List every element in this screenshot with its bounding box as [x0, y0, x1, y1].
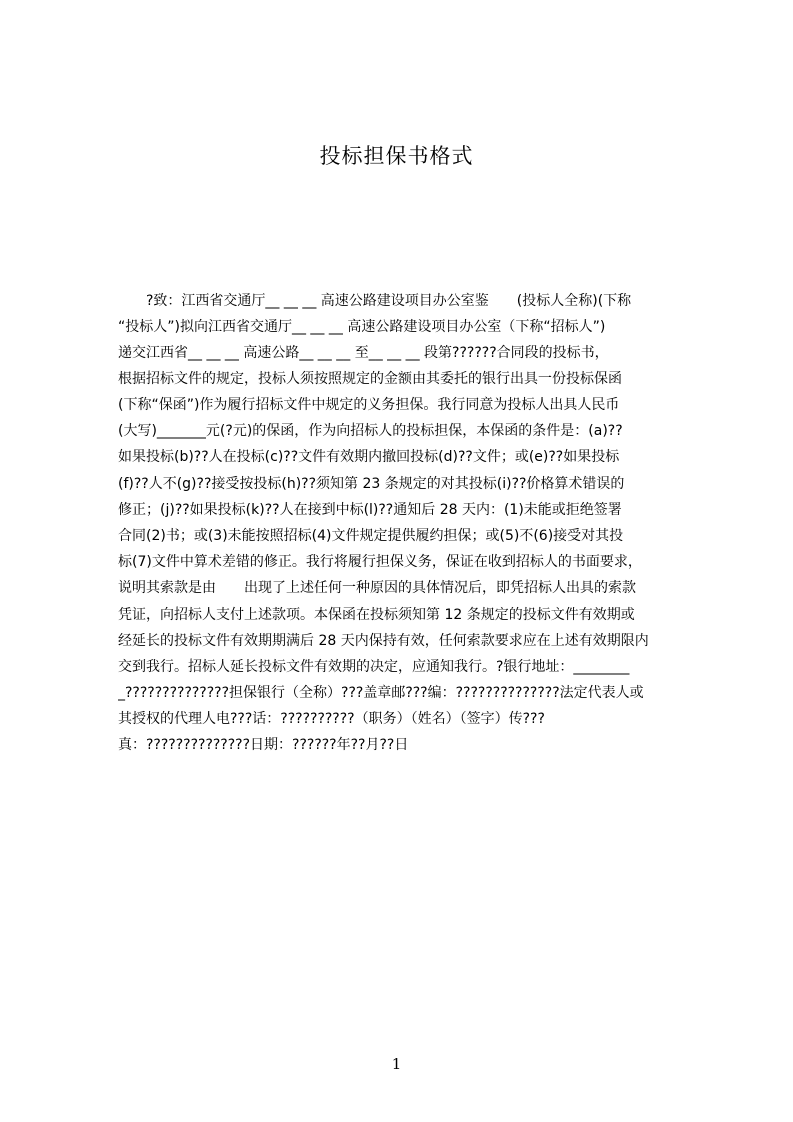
body-line-12: 说明其索款是由 出现了上述任何一种原因的具体情况后，即凭招标人出具的索款 [118, 580, 636, 596]
body-line-1: ?致：江西省交通厅__ __ __ 高速公路建设项目办公室鉴 (投标人全称)(下称 [118, 293, 632, 309]
body-line-17: 其授权的代理人电???话：??????????（职务）（姓名）（签字）传??? [118, 711, 545, 727]
body-line-13: 凭证，向招标人支付上述款项。本保函在投标须知第 12 条规定的投标文件有效期或 [118, 607, 635, 623]
body-line-10: 合同(2)书；或(3)未能按照招标(4)文件规定提供履约担保；或(5)不(6)接受对其投 [118, 528, 624, 544]
document-body [118, 0, 700, 800]
body-line-5: (下称“保函”)作为履行招标文件中规定的义务担保。我行同意为投标人出具人民币 [118, 397, 620, 413]
body-line-9: 修正；(j)??如果投标(k)??人在接到中标(l)??通知后 28 天内：(1)未能或拒绝签署 [118, 502, 622, 518]
document-title: 投标担保书格式 [319, 144, 474, 168]
body-line-15: 交到我行。招标人延长投标文件有效期的决定，应通知我行。?银行地址：________ [118, 659, 630, 675]
body-line-16: _??????????????担保银行（全称）???盖章邮???编：??????????????法定代表人或 [118, 685, 644, 701]
body-line-6: (大写)_______元(?元)的保函，作为向招标人的投标担保，本保函的条件是：(a)?? [118, 423, 623, 439]
body-line-7: 如果投标(b)??人在投标(c)??文件有效期内撤回投标(d)??文件；或(e)??如果投标 [118, 449, 620, 465]
body-line-2: “投标人”)拟向江西省交通厅__ __ __ 高速公路建设项目办公室（下称“招标人”) [118, 319, 606, 335]
body-line-11: 标(7)文件中算术差错的修正。我行将履行担保义务，保证在收到招标人的书面要求， [118, 554, 642, 570]
page-number: 1 [391, 1055, 402, 1073]
body-line-18: 真：??????????????日期：??????年??月??日 [118, 737, 409, 753]
body-line-8: (f)??人不(g)??接受按投标(h)??须知第 23 条规定的对其投标(i)??价格算术错误的 [118, 476, 625, 492]
body-line-3: 递交江西省__ __ __ 高速公路__ __ __ 至__ __ __ 段第??????合同段的投标书， [118, 345, 609, 361]
body-line-14: 经延长的投标文件有效期期满后 28 天内保持有效，任何索款要求应在上述有效期限内 [118, 633, 649, 649]
body-line-4: 根据招标文件的规定，投标人须按照规定的金额由其委托的银行出具一份投标保函 [118, 371, 622, 387]
